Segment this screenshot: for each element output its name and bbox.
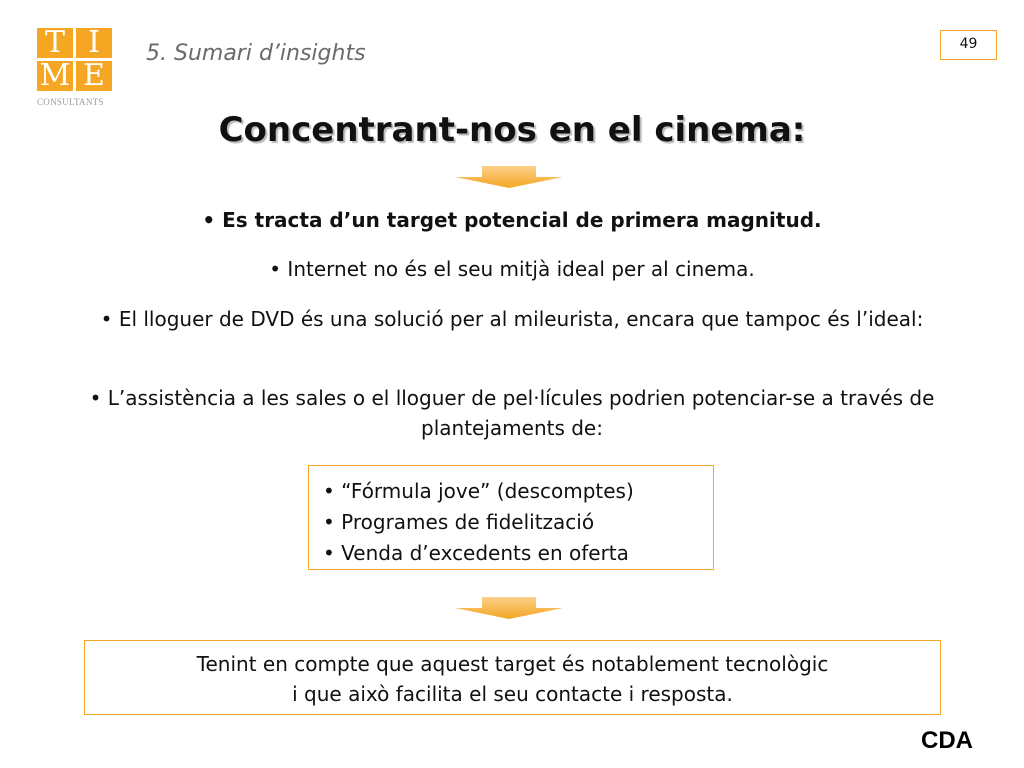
list-item: • Venda d’excedents en oferta bbox=[323, 541, 629, 565]
page-number: 49 bbox=[940, 30, 997, 60]
footer-label: CDA bbox=[921, 727, 973, 754]
bullet-internet: • Internet no és el seu mitjà ideal per al cinema. bbox=[269, 257, 755, 281]
logo-letter: E bbox=[76, 61, 112, 91]
list-item: • Programes de fidelització bbox=[323, 510, 595, 534]
time-consultants-logo bbox=[37, 25, 115, 120]
bullet-dvd-rental: • El lloguer de DVD és una solució per al mileurista, encara que tampoc és l’ideal: bbox=[100, 307, 924, 331]
bullet-target-potential: • Es tracta d’un target potencial de primera magnitud. bbox=[202, 208, 822, 232]
logo-letter: I bbox=[76, 28, 112, 58]
logo-letter-grid bbox=[37, 25, 115, 93]
section-title: 5. Sumari d’insights bbox=[146, 41, 366, 66]
down-arrow-icon bbox=[455, 597, 563, 619]
proposals-box bbox=[308, 465, 714, 570]
list-item: • “Fórmula jove” (descomptes) bbox=[323, 479, 634, 503]
down-arrow-icon bbox=[455, 166, 563, 188]
logo-letter: T bbox=[37, 28, 73, 58]
slide-title: Concentrant-nos en el cinema: bbox=[218, 110, 806, 150]
bullet-cinema-attendance: • L’assistència a les sales o el lloguer de pel·lícules podrien potenciar-se a través de plantejaments de: bbox=[89, 386, 935, 440]
logo-subtitle: CONSULTANTS bbox=[37, 97, 104, 107]
conclusion-box bbox=[84, 640, 941, 715]
logo-letter: M bbox=[37, 61, 73, 91]
conclusion-line-2: i que això facilita el seu contacte i resposta. bbox=[292, 682, 733, 706]
conclusion-line-1: Tenint en compte que aquest target és notablement tecnològic bbox=[196, 652, 829, 676]
